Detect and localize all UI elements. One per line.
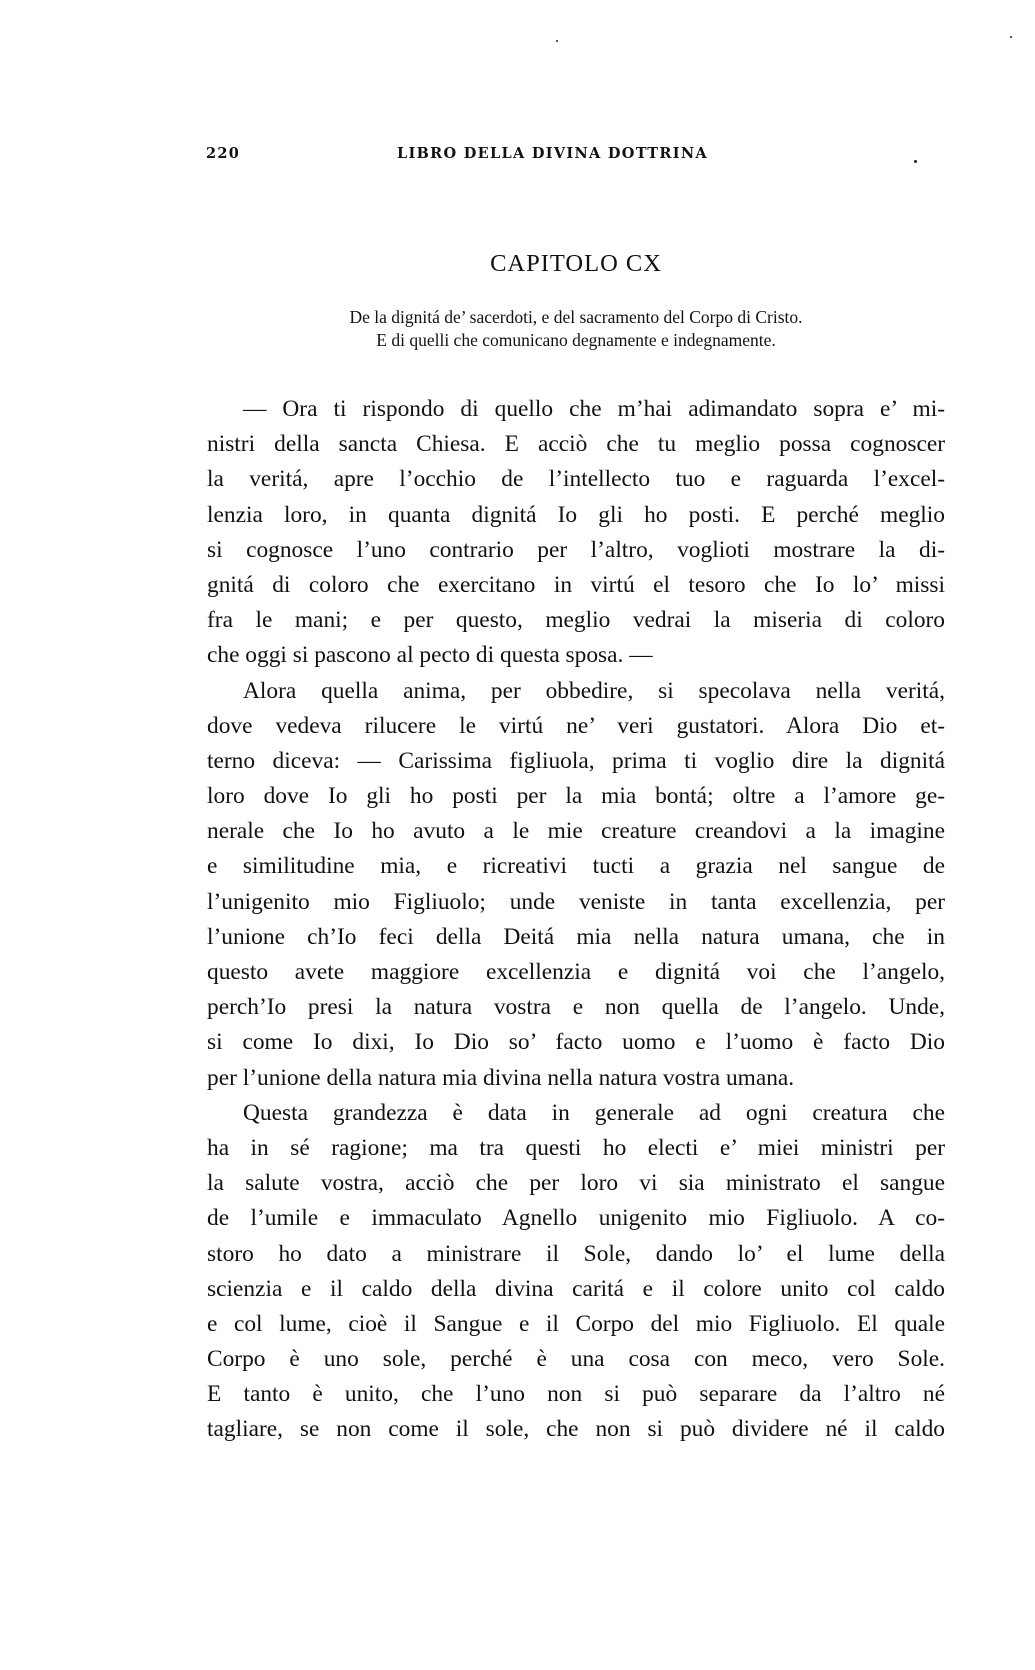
print-speck <box>1010 36 1012 38</box>
text-line: l’unigenito mio Figliuolo; unde veniste in tanta excellenzia, per <box>207 888 945 915</box>
running-head-title: LIBRO DELLA DIVINA DOTTRINA <box>397 145 708 162</box>
print-speck <box>556 40 558 42</box>
text-line: per l’unione della natura mia divina nella natura vostra umana. <box>207 1064 795 1091</box>
text-line: — Ora ti rispondo di quello che m’hai adimandato sopra e’ mi- <box>243 396 945 422</box>
text-line: nistri della sancta Chiesa. E acciò che tu meglio possa cognoscer <box>207 431 945 458</box>
text-line: tagliare, se non come il sole, che non si può dividere né il caldo <box>207 1416 945 1443</box>
running-head <box>206 145 946 167</box>
text-line: la salute vostra, acciò che per loro vi sia ministrato el sangue <box>207 1170 945 1197</box>
text-line: E tanto è unito, che l’uno non si può separare da l’altro né <box>207 1381 945 1408</box>
body-text <box>207 392 945 1448</box>
text-line: Corpo è uno sole, perché è una cosa con meco, vero Sole. <box>207 1346 945 1373</box>
chapter-title: CAPITOLO CX <box>490 250 662 277</box>
text-line: storo ho dato a ministrare il Sole, dando lo’ el lume della <box>207 1240 945 1267</box>
text-line: terno diceva: — Carissima figliuola, prima ti voglio dire la dignitá <box>207 747 945 774</box>
text-line: perch’Io presi la natura vostra e non quella de l’angelo. Unde, <box>207 994 945 1021</box>
text-line: loro dove Io gli ho posti per la mia bontá; oltre a l’amore ge- <box>207 783 945 810</box>
text-line: gnitá di coloro che exercitano in virtú el tesoro che Io lo’ missi <box>207 571 945 598</box>
text-line: si come Io dixi, Io Dio so’ facto uomo e l’uomo è facto Dio <box>207 1029 945 1056</box>
text-line: lenzia loro, in quanta dignitá Io gli ho posti. E perché meglio <box>207 501 945 528</box>
text-line: nerale che Io ho avuto a le mie creature creandovi a la imagine <box>207 818 945 845</box>
text-line: si cognosce l’uno contrario per l’altro, voglioti mostrare la di- <box>207 536 945 563</box>
text-line: de l’umile e immaculato Agnello unigenito mio Figliuolo. A co- <box>207 1205 945 1232</box>
text-line: che oggi si pascono al pecto di questa sposa. — <box>207 642 653 669</box>
text-line: e col lume, cioè il Sangue e il Corpo del mio Figliuolo. El quale <box>207 1310 945 1337</box>
text-line: la veritá, apre l’occhio de l’intellecto tuo e raguarda l’excel- <box>207 466 945 493</box>
text-line: Alora quella anima, per obbedire, si specolava nella veritá, <box>243 677 945 704</box>
text-line: e similitudine mia, e ricreativi tucti a grazia nel sangue de <box>207 853 945 880</box>
text-line: questo avete maggiore excellenzia e dignitá voi che l’angelo, <box>207 959 945 985</box>
print-speck <box>914 160 917 163</box>
chapter-summary-line: E di quelli che comunicano degnamente e indegnamente. <box>376 330 776 350</box>
chapter-summary <box>207 306 945 352</box>
chapter-summary-line: De la dignitá de’ sacerdoti, e del sacramento del Corpo di Cristo. <box>349 307 803 327</box>
text-line: l’unione ch’Io feci della Deitá mia nella natura umana, che in <box>207 923 945 950</box>
text-line: fra le mani; e per questo, meglio vedrai la miseria di coloro <box>207 607 945 634</box>
text-line: scienzia e il caldo della divina caritá e il colore unito col caldo <box>207 1275 945 1302</box>
page-number: 220 <box>206 145 241 162</box>
text-line: ha in sé ragione; ma tra questi ho electi e’ miei ministri per <box>207 1134 945 1161</box>
text-line: dove vedeva rilucere le virtú ne’ veri gustatori. Alora Dio et- <box>207 712 945 739</box>
text-line: Questa grandezza è data in generale ad ogni creatura che <box>243 1099 945 1126</box>
